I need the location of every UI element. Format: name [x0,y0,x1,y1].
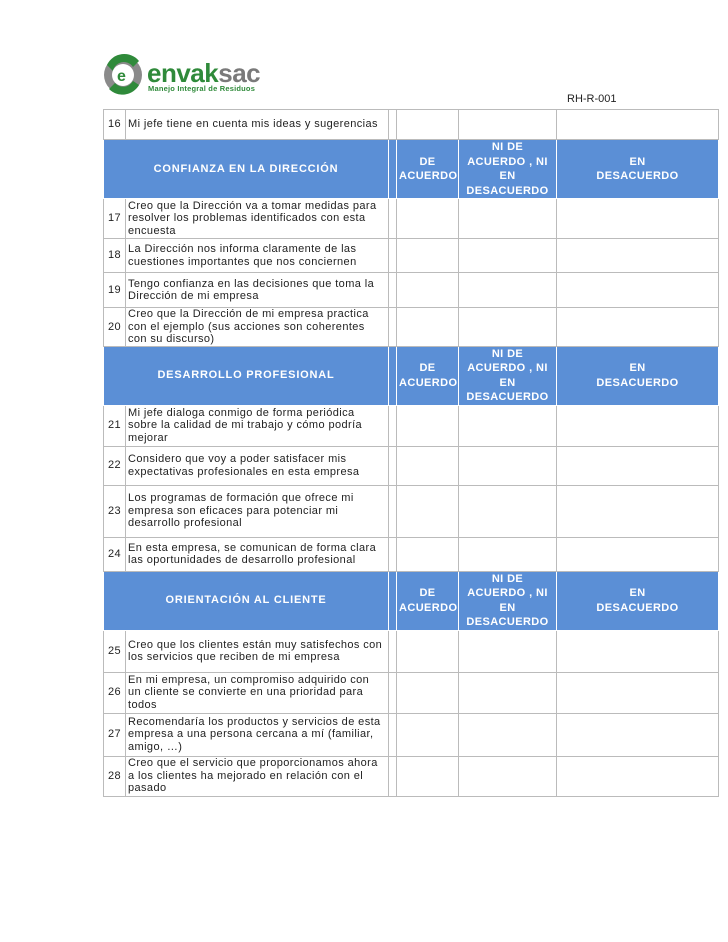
question-number: 22 [104,446,126,485]
answer-cell-de-acuerdo[interactable] [397,756,459,796]
question-text-line: La Dirección nos informa claramente de las [128,243,357,255]
answer-cell-de-acuerdo[interactable] [397,308,459,347]
question-number: 18 [104,239,126,273]
scale-header-neutral-line: NI DE [491,572,524,585]
answer-cell-en-desacuerdo[interactable] [557,446,719,485]
answer-cell-en-desacuerdo[interactable] [557,713,719,756]
scale-header-neutral [459,571,557,630]
answer-cell-neutral[interactable] [459,537,557,571]
question-row [104,446,719,485]
section-spacer-cell [389,346,397,405]
scale-header-neutral-line: EN [499,601,516,614]
question-text [126,308,389,347]
answer-cell-de-acuerdo[interactable] [397,273,459,308]
question-text-line: con el ejemplo (sus acciones son coherentes [128,320,365,333]
question-row [104,756,719,796]
question-text [126,273,389,308]
answer-spacer-cell [389,446,397,485]
scale-header-de-acuerdo [397,346,459,405]
question-text-line: expectativas profesionales en esta empresa [128,465,360,478]
question-text-line: sobre la calidad de mi trabajo y cómo podría [128,419,363,432]
question-row [104,405,719,446]
logo-e-letter: e [117,68,126,85]
answer-cell-en-desacuerdo[interactable] [557,537,719,571]
answer-cell-de-acuerdo[interactable] [397,713,459,756]
answer-cell-neutral[interactable] [459,405,557,446]
question-text [126,485,389,537]
answer-cell-de-acuerdo[interactable] [397,405,459,446]
question-text-line: Tengo confianza en las decisiones que toma la [128,277,375,290]
question-number: 23 [104,485,126,537]
logo-wordmark-part1: envak [147,58,219,88]
answer-cell-de-acuerdo[interactable] [397,110,459,140]
answer-cell-de-acuerdo[interactable] [397,485,459,537]
answer-cell-de-acuerdo[interactable] [397,446,459,485]
question-text [126,713,389,756]
answer-spacer-cell [389,672,397,713]
question-text [126,199,389,239]
scale-header-en-desacuerdo-line: DESACUERDO [596,376,679,389]
question-text-line: Recomendaría los productos y servicios de esta [128,715,381,728]
answer-spacer-cell [389,537,397,571]
section-spacer-cell [389,140,397,199]
scale-header-de-acuerdo-line: ACUERDO [399,601,458,614]
scale-header-en-desacuerdo-line: EN [629,155,646,168]
survey-table [103,109,719,797]
scale-header-de-acuerdo-line: DE [419,155,436,168]
answer-cell-en-desacuerdo[interactable] [557,199,719,239]
question-row [104,273,719,308]
question-row [104,308,719,347]
question-text-line: Creo que el servicio que proporcionamos ahora [128,757,378,770]
question-text-line: En mi empresa, un compromiso adquirido con [128,673,370,686]
answer-cell-en-desacuerdo[interactable] [557,239,719,273]
question-text-line: mejorar [128,431,169,444]
scale-header-en-desacuerdo-line: DESACUERDO [596,601,679,614]
answer-cell-en-desacuerdo[interactable] [557,405,719,446]
survey-body [104,110,719,797]
question-text-line: Creo que la Dirección va a tomar medidas para [128,199,377,212]
question-text-line: Creo que los clientes están muy satisfechos con [128,638,383,651]
scale-header-en-desacuerdo [557,140,719,199]
question-text-line: Mi jefe tiene en cuenta mis ideas y sugerencias [128,118,378,131]
scale-header-en-desacuerdo [557,346,719,405]
question-number: 28 [104,756,126,796]
answer-cell-de-acuerdo[interactable] [397,672,459,713]
answer-cell-neutral[interactable] [459,199,557,239]
question-text-line: pasado [128,782,167,795]
question-text-line: empresa son eficaces para potenciar mi [128,504,339,517]
scale-header-neutral-line: EN [499,376,516,389]
scale-header-neutral [459,140,557,199]
question-row [104,713,719,756]
section-header-row [104,140,719,199]
answer-cell-neutral[interactable] [459,630,557,672]
question-text-line: Los programas de formación que ofrece mi [128,492,354,505]
scale-header-en-desacuerdo [557,571,719,630]
document-code: RH-R-001 [567,93,617,105]
question-text-line: Creo que la Dirección de mi empresa practica [128,308,369,320]
section-title: ORIENTACIÓN AL CLIENTE [104,571,389,630]
scale-header-neutral-line: DESACUERDO [466,391,549,403]
answer-spacer-cell [389,713,397,756]
question-number: 20 [104,308,126,347]
scale-header-neutral-line: ACUERDO , NI [467,587,548,599]
answer-cell-en-desacuerdo[interactable] [557,672,719,713]
question-text-line: Dirección de mi empresa [128,290,259,302]
answer-spacer-cell [389,308,397,347]
answer-cell-de-acuerdo[interactable] [397,239,459,273]
answer-spacer-cell [389,110,397,140]
scale-header-de-acuerdo-line: ACUERDO [399,170,458,182]
question-row [104,672,719,713]
question-text-line: desarrollo profesional [128,517,242,530]
question-text [126,630,389,672]
answer-cell-de-acuerdo[interactable] [397,537,459,571]
question-text [126,239,389,273]
question-text-line: Mi jefe dialoga conmigo de forma periódica [128,406,355,419]
question-row [104,630,719,672]
scale-header-neutral [459,346,557,405]
question-text-line: encuesta [128,224,176,237]
answer-cell-en-desacuerdo[interactable] [557,485,719,537]
scale-header-de-acuerdo-line: DE [419,587,436,599]
answer-cell-de-acuerdo[interactable] [397,630,459,672]
question-row [104,110,719,140]
answer-spacer-cell [389,630,397,672]
answer-spacer-cell [389,405,397,446]
question-text-line: En esta empresa, se comunican de forma clara [128,541,377,554]
answer-spacer-cell [389,756,397,796]
question-text-line: amigo, …) [128,740,183,753]
question-row [104,239,719,273]
section-header-row [104,346,719,405]
question-text [126,756,389,796]
answer-cell-en-desacuerdo[interactable] [557,630,719,672]
answer-cell-neutral[interactable] [459,672,557,713]
scale-header-en-desacuerdo-line: EN [629,587,646,599]
scale-header-de-acuerdo [397,571,459,630]
section-spacer-cell [389,571,397,630]
logo-wordmark-part2: sac [218,58,261,88]
question-text-line: Considero que voy a poder satisfacer mis [128,453,347,465]
scale-header-de-acuerdo-line: DE [419,362,436,374]
answer-cell-neutral[interactable] [459,446,557,485]
question-number: 27 [104,713,126,756]
answer-spacer-cell [389,199,397,239]
answer-cell-neutral[interactable] [459,713,557,756]
scale-header-neutral-line: DESACUERDO [466,184,549,197]
answer-cell-neutral[interactable] [459,756,557,796]
scale-header-neutral-line: EN [499,170,516,182]
question-row [104,199,719,239]
answer-cell-en-desacuerdo[interactable] [557,308,719,347]
answer-cell-neutral[interactable] [459,485,557,537]
question-number: 21 [104,405,126,446]
question-text-line: resolver los problemas identificados con esta [128,212,366,225]
answer-spacer-cell [389,273,397,308]
question-number: 24 [104,537,126,571]
answer-spacer-cell [389,239,397,273]
question-number: 17 [104,199,126,239]
answer-cell-en-desacuerdo[interactable] [557,756,719,796]
scale-header-de-acuerdo-line: ACUERDO [399,376,458,389]
question-text [126,110,389,140]
section-header-row [104,571,719,630]
scale-header-neutral-line: ACUERDO , NI [467,362,548,374]
question-text-line: a los clientes ha mejorado en relación con el [128,769,364,782]
answer-cell-neutral[interactable] [459,239,557,273]
answer-cell-neutral[interactable] [459,308,557,347]
question-number: 19 [104,273,126,308]
scale-header-en-desacuerdo-line: DESACUERDO [596,170,679,182]
scale-header-neutral-line: ACUERDO , NI [467,155,548,168]
section-title: DESARROLLO PROFESIONAL [104,346,389,405]
answer-cell-neutral[interactable] [459,273,557,308]
question-text-line: con su discurso) [128,333,215,345]
answer-cell-de-acuerdo[interactable] [397,199,459,239]
question-text [126,672,389,713]
logo-tagline: Manejo Integral de Residuos [148,84,256,93]
question-text-line: empresa a una persona cercana a mí (familiar, [128,728,374,741]
answer-cell-neutral[interactable] [459,110,557,140]
question-number: 25 [104,630,126,672]
question-row [104,485,719,537]
question-text-line: un cliente se convierte en una prioridad para [128,686,364,699]
scale-header-neutral-line: NI DE [491,347,524,360]
section-title: CONFIANZA EN LA DIRECCIÓN [104,140,389,199]
question-text-line: todos [128,698,157,711]
question-text [126,446,389,485]
question-row [104,537,719,571]
scale-header-neutral-line: NI DE [491,141,524,153]
question-text-line: las oportunidades de desarrollo profesional [128,554,356,566]
scale-header-neutral-line: DESACUERDO [466,616,549,628]
question-text [126,405,389,446]
answer-spacer-cell [389,485,397,537]
question-number: 16 [104,110,126,140]
question-number: 26 [104,672,126,713]
scale-header-de-acuerdo [397,140,459,199]
answer-cell-en-desacuerdo[interactable] [557,110,719,140]
question-text-line: los servicios que reciben de mi empresa [128,651,340,663]
question-text-line: cuestiones importantes que nos conciernen [128,255,357,268]
answer-cell-en-desacuerdo[interactable] [557,273,719,308]
scale-header-en-desacuerdo-line: EN [629,362,646,374]
question-text [126,537,389,571]
